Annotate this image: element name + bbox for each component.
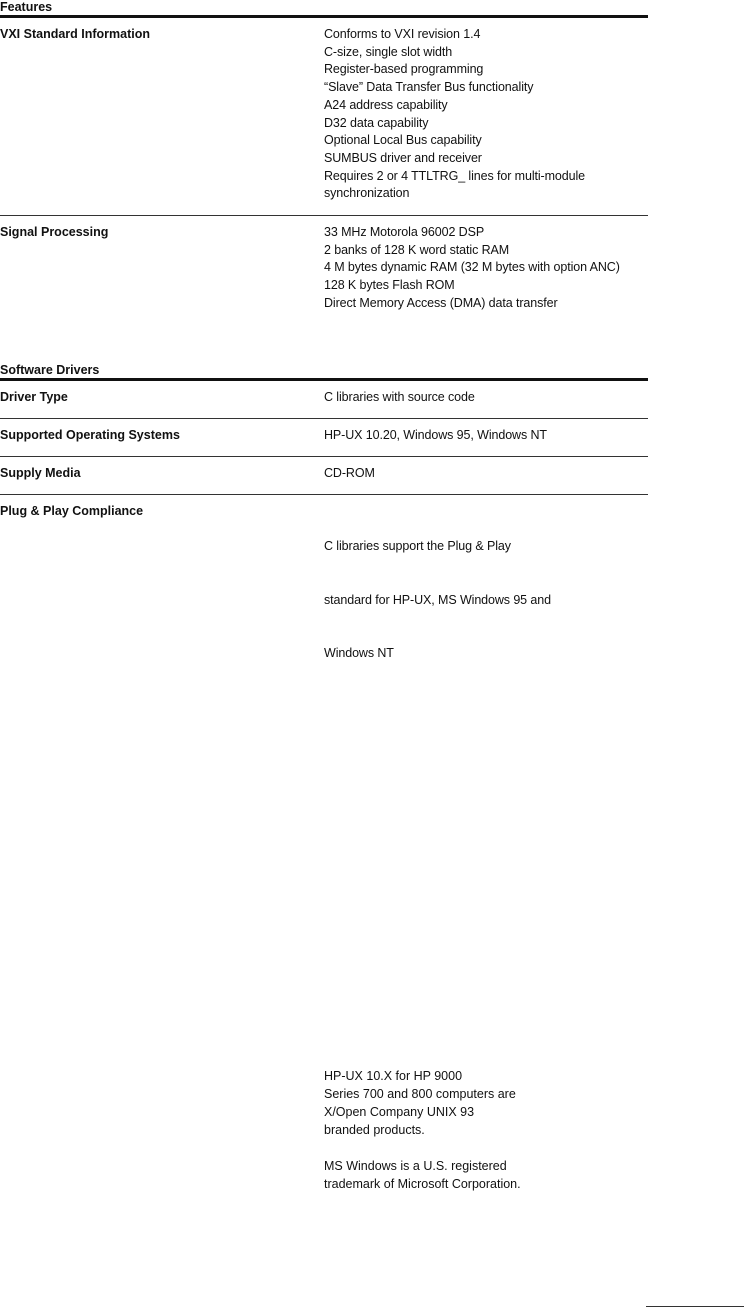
row-label-signal-processing: Signal Processing: [0, 225, 109, 239]
value-line: Direct Memory Access (DMA) data transfer: [324, 295, 558, 310]
trademark-note-windows: [324, 1157, 584, 1193]
value-line: SUMBUS driver and receiver: [324, 150, 482, 165]
row-label-plug-and-play: Plug & Play Compliance: [0, 504, 144, 518]
trademark-note-hpux: [324, 1067, 584, 1139]
row-values-signal-processing: [324, 216, 648, 313]
features-section: [0, 0, 648, 336]
software-drivers-title: Software Drivers: [0, 363, 100, 377]
note-line: trademark of Microsoft Corporation.: [324, 1177, 521, 1191]
note-line: branded products.: [324, 1123, 425, 1137]
footer-rule: [646, 1306, 744, 1307]
row-values-driver-type: [324, 381, 648, 407]
table-row-supply-media: [0, 457, 648, 495]
table-row-supported-os: [0, 419, 648, 457]
value-line: synchronization: [324, 186, 410, 201]
software-drivers-section: [0, 363, 648, 660]
value-line: A24 address capability: [324, 97, 448, 112]
table-row-vxi-standard: [0, 18, 648, 216]
row-values-supported-os: [324, 419, 648, 445]
row-label-vxi-standard: VXI Standard Information: [0, 27, 151, 41]
row-values-vxi-standard: [324, 18, 648, 203]
note-line: X/Open Company UNIX 93: [324, 1105, 475, 1119]
value-line: 33 MHz Motorola 96002 DSP: [324, 225, 485, 239]
value-line: C libraries with source code: [324, 390, 475, 404]
value-line: C-size, single slot width: [324, 44, 453, 59]
value-line: “Slave” Data Transfer Bus functionality: [324, 80, 534, 95]
row-values-plug-and-play: [324, 495, 648, 698]
value-line: 4 M bytes dynamic RAM (32 M bytes with option ANC): [324, 260, 620, 275]
features-title: Features: [0, 0, 53, 14]
value-line: 128 K bytes Flash ROM: [324, 278, 455, 293]
row-label-driver-type: Driver Type: [0, 390, 68, 404]
value-line: Conforms to VXI revision 1.4: [324, 27, 481, 41]
table-row-signal-processing: [0, 216, 648, 336]
table-row-plug-and-play: [0, 495, 648, 660]
value-line: D32 data capability: [324, 115, 429, 130]
note-line: Series 700 and 800 computers are: [324, 1087, 516, 1101]
value-line: Requires 2 or 4 TTLTRG_ lines for multi-module: [324, 168, 586, 183]
value-line: C libraries support the Plug & Play: [324, 539, 511, 554]
value-line: HP-UX 10.20, Windows 95, Windows NT: [324, 428, 547, 442]
value-line: 2 banks of 128 K word static RAM: [324, 242, 510, 257]
value-line: standard for HP-UX, MS Windows 95 and: [324, 592, 551, 607]
note-line: HP-UX 10.X for HP 9000: [324, 1069, 463, 1083]
row-label-supply-media: Supply Media: [0, 466, 81, 480]
note-line: MS Windows is a U.S. registered: [324, 1159, 507, 1173]
value-line: Windows NT: [324, 645, 394, 660]
value-line: CD-ROM: [324, 466, 375, 480]
row-values-supply-media: [324, 457, 648, 483]
value-line: Optional Local Bus capability: [324, 133, 482, 148]
value-line: Register-based programming: [324, 62, 484, 77]
row-label-supported-os: Supported Operating Systems: [0, 428, 180, 442]
table-row-driver-type: [0, 381, 648, 419]
trademark-notes: [324, 1067, 584, 1211]
